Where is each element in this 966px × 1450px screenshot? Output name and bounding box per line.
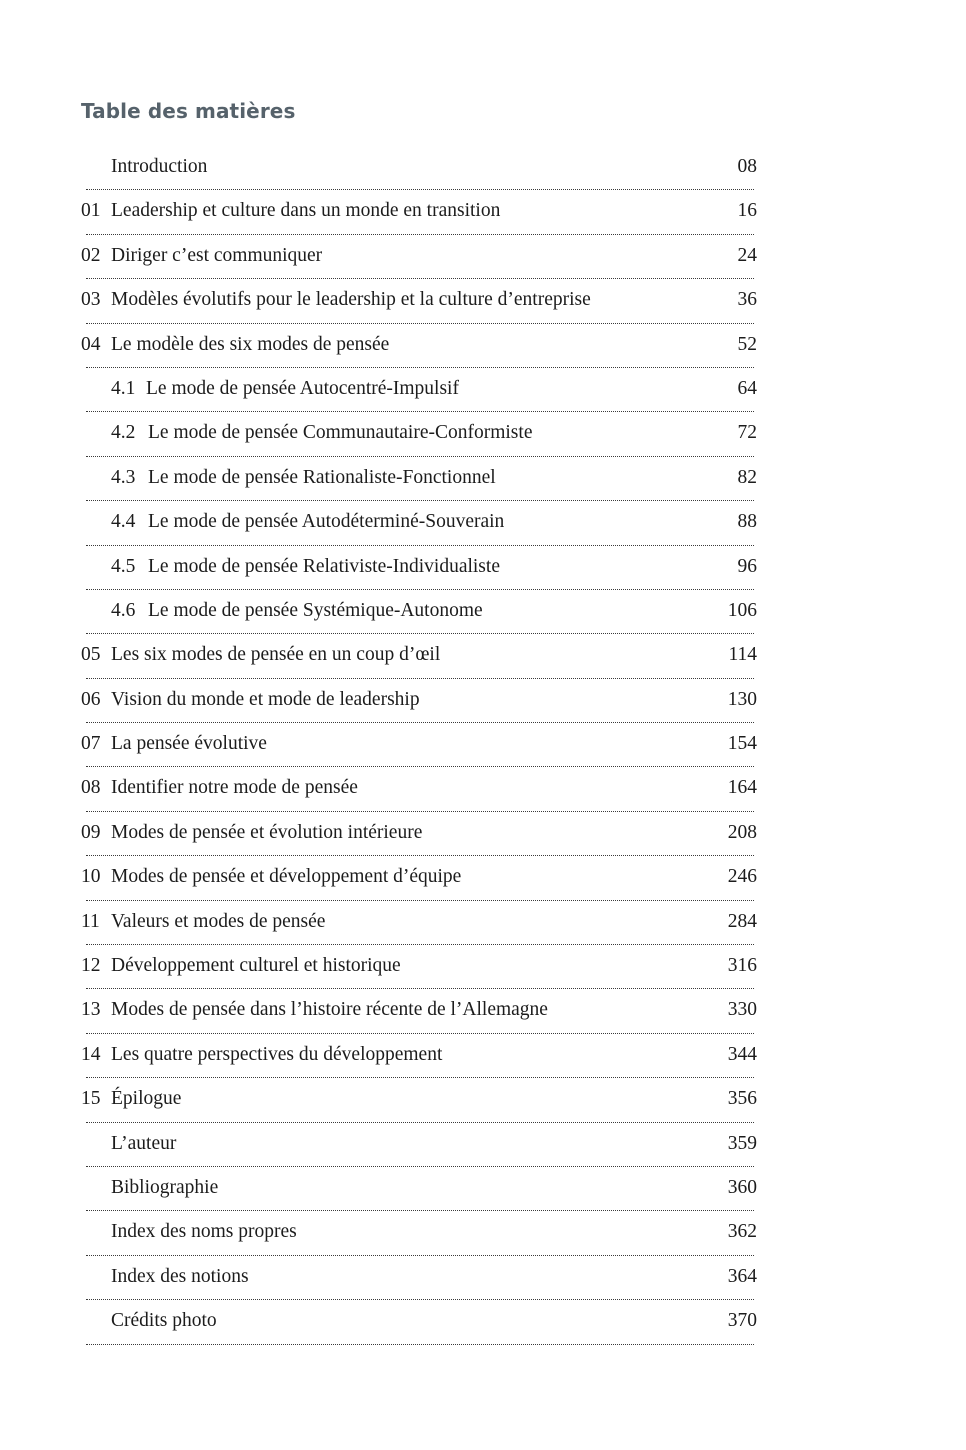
toc-entry-page: 316 [727,955,757,977]
toc-entry-label: L’auteur [111,1132,177,1154]
toc-entry-number: 4.5 [111,555,136,577]
toc-entry-chapter-01[interactable] [0,190,966,234]
toc-entry-page: 344 [727,1043,757,1065]
toc-entry-label: Les quatre perspectives du développement [111,1043,443,1065]
toc-entry-label: Modèles évolutifs pour le leadership et la culture d’entreprise [111,289,591,311]
toc-entry-number: 11 [81,910,100,932]
toc-entry-page: 64 [737,377,757,399]
toc-entry-page: 114 [728,644,757,666]
toc-entry-chapter-15[interactable] [0,1078,966,1122]
toc-entry-page: 364 [727,1265,757,1287]
toc-entry-chapter-13[interactable] [0,989,966,1033]
toc-entry-introduction[interactable] [0,146,966,190]
toc-entry-label: Le mode de pensée Communautaire-Conformiste [148,422,533,444]
toc-entry-number: 4.3 [111,466,136,488]
toc-entry-section-4-6[interactable] [0,590,966,634]
toc-entry-page: 284 [727,910,757,932]
toc-entry-chapter-10[interactable] [0,856,966,900]
toc-entry-page: 356 [727,1088,757,1110]
toc-entry-index-notions[interactable] [0,1256,966,1300]
toc-entry-page: 360 [727,1176,757,1198]
toc-entry-page: 82 [737,466,757,488]
toc-entry-label: Les six modes de pensée en un coup d’œil [111,644,441,666]
toc-entry-number: 10 [81,866,101,888]
toc-entry-label: Index des noms propres [111,1221,297,1243]
toc-entry-page: 359 [727,1132,757,1154]
toc-entry-label: Bibliographie [111,1176,219,1198]
toc-entry-number: 08 [81,777,101,799]
toc-entry-index-names[interactable] [0,1211,966,1255]
toc-entry-chapter-03[interactable] [0,279,966,323]
toc-entry-page: 36 [737,289,757,311]
toc-entry-number: 4.1 [111,377,136,399]
toc-entry-label: Leadership et culture dans un monde en transition [111,200,501,222]
toc-entry-section-4-5[interactable] [0,546,966,590]
toc-entry-label: Modes de pensée dans l’histoire récente de l’Allemagne [111,999,548,1021]
toc-entry-label: Identifier notre mode de pensée [111,777,358,799]
toc-entry-chapter-06[interactable] [0,679,966,723]
toc-entry-label: Crédits photo [111,1310,217,1332]
toc-entry-number: 03 [81,289,101,311]
toc-entry-label: Valeurs et modes de pensée [111,910,326,932]
toc-entry-number: 15 [81,1088,101,1110]
toc-entry-page: 164 [727,777,757,799]
toc-entry-label: Le mode de pensée Systémique-Autonome [148,599,483,621]
toc-entry-page: 246 [727,866,757,888]
toc-entry-page: 24 [737,244,757,266]
toc-entry-author[interactable] [0,1123,966,1167]
toc-entry-chapter-14[interactable] [0,1034,966,1078]
toc-entry-label: La pensée évolutive [111,733,267,755]
toc-entry-number: 09 [81,821,101,843]
toc-entry-page: 106 [727,599,757,621]
toc-entry-number: 14 [81,1043,101,1065]
toc-entry-number: 05 [81,644,101,666]
toc-entry-section-4-3[interactable] [0,457,966,501]
toc-entry-section-4-2[interactable] [0,412,966,456]
toc-entry-page: 16 [737,200,757,222]
toc-entry-number: 13 [81,999,101,1021]
toc-entry-number: 01 [81,200,101,222]
toc-entry-label: Développement culturel et historique [111,955,401,977]
toc-entry-label: Le mode de pensée Rationaliste-Fonctionnel [148,466,496,488]
toc-entry-page: 08 [737,156,757,177]
toc-entry-chapter-07[interactable] [0,723,966,767]
toc-list [0,146,966,1345]
toc-entry-number: 04 [81,333,101,355]
toc-entry-number: 07 [81,733,101,755]
toc-entry-page: 330 [727,999,757,1021]
toc-entry-chapter-04[interactable] [0,324,966,368]
toc-entry-label: Le mode de pensée Autodéterminé-Souverain [148,511,505,533]
toc-entry-number: 4.4 [111,511,136,533]
toc-entry-chapter-08[interactable] [0,767,966,811]
toc-entry-label: Index des notions [111,1265,249,1287]
toc-entry-chapter-12[interactable] [0,945,966,989]
toc-entry-label: Vision du monde et mode de leadership [111,688,420,710]
toc-entry-page: 88 [737,511,757,533]
toc-entry-page: 96 [737,555,757,577]
toc-entry-number: 4.6 [111,599,136,621]
toc-entry-chapter-11[interactable] [0,901,966,945]
toc-entry-section-4-4[interactable] [0,501,966,545]
toc-entry-number: 06 [81,688,101,710]
toc-entry-label: Le modèle des six modes de pensée [111,333,390,355]
toc-entry-photo-credits[interactable] [0,1300,966,1344]
toc-entry-label: Épilogue [111,1088,182,1110]
toc-entry-page: 52 [737,333,757,355]
toc-entry-page: 72 [737,422,757,444]
toc-entry-chapter-09[interactable] [0,812,966,856]
toc-entry-label: Le mode de pensée Autocentré-Impulsif [146,377,459,399]
toc-entry-label: Introduction [111,156,208,177]
toc-entry-label: Modes de pensée et évolution intérieure [111,821,423,843]
toc-entry-page: 154 [727,733,757,755]
toc-entry-label: Modes de pensée et développement d’équipe [111,866,462,888]
toc-entry-page: 208 [727,821,757,843]
page-title: Table des matières [81,99,296,123]
toc-entry-chapter-05[interactable] [0,634,966,678]
toc-entry-number: 12 [81,955,101,977]
toc-entry-page: 130 [727,688,757,710]
toc-entry-label: Diriger c’est communiquer [111,244,323,266]
toc-entry-number: 4.2 [111,422,136,444]
toc-entry-page: 362 [727,1221,757,1243]
toc-entry-bibliography[interactable] [0,1167,966,1211]
toc-entry-label: Le mode de pensée Relativiste-Individualiste [148,555,500,577]
toc-entry-chapter-02[interactable] [0,235,966,279]
toc-entry-page: 370 [727,1310,757,1332]
toc-entry-number: 02 [81,244,101,266]
toc-entry-section-4-1[interactable] [0,368,966,412]
